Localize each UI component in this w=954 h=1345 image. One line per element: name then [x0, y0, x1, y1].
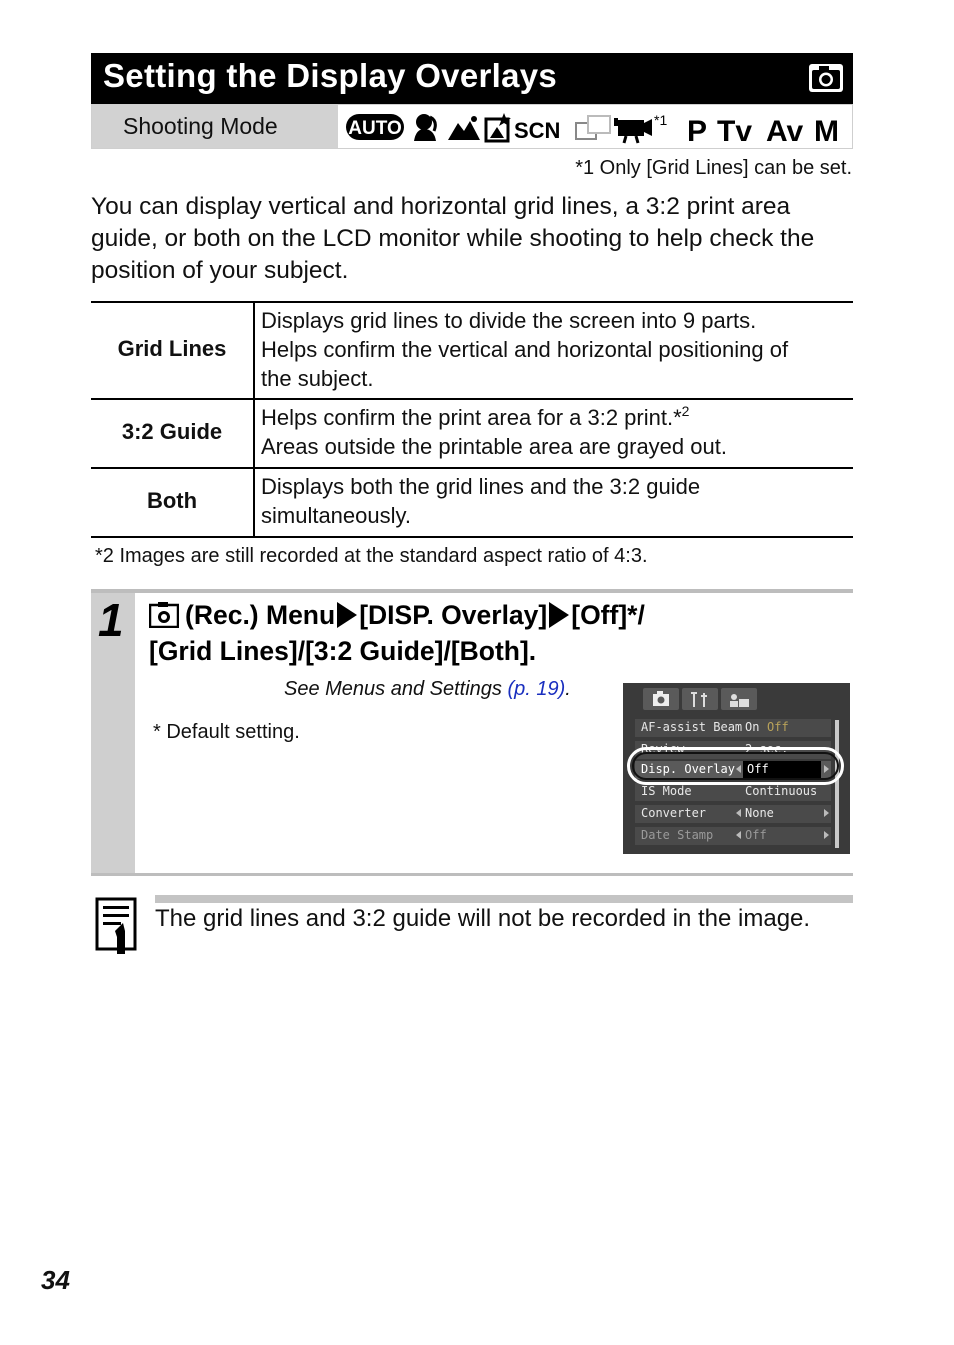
intro-paragraph: You can display vertical and horizontal grid lines, a 3:2 print area guide, or both on the LCD monitor while shooting to help check the position of your subject.	[91, 193, 815, 284]
shooting-mode-label: Shooting Mode	[123, 113, 278, 139]
desc-text: Helps confirm the print area for a 3:2 print.*	[261, 405, 682, 430]
lcd-tab-setup	[682, 688, 718, 710]
see-menus-text: See Menus and Settings	[284, 678, 508, 700]
lcd-row-value: On	[745, 720, 760, 734]
step-top-rule	[91, 589, 853, 593]
camera-icon	[643, 688, 679, 710]
scn-mode-icon: SCN	[514, 118, 561, 143]
landscape-mode-icon	[448, 116, 480, 140]
lcd-row-value: Continuous	[745, 784, 818, 798]
lcd-arrow-left-icon	[736, 831, 741, 839]
step-heading	[149, 597, 853, 669]
footnote-2: *2 Images are still recorded at the standard aspect ratio of 4:3.	[95, 545, 648, 567]
lcd-row-value: Off	[747, 762, 769, 776]
lcd-row-value: 2 sec.	[745, 742, 789, 756]
options-table	[91, 301, 853, 537]
table-rule	[91, 301, 853, 303]
row-desc-both	[261, 472, 851, 530]
page-title: Setting the Display Overlays	[103, 57, 558, 94]
footnote-2-mark: 2	[681, 403, 690, 419]
lcd-arrow-right-icon	[824, 809, 829, 817]
note-text: The grid lines and 3:2 guide will not be recorded in the image.	[155, 905, 811, 932]
step-number: 1	[98, 594, 124, 646]
my-camera-icon	[721, 688, 757, 710]
table-rule	[91, 467, 853, 469]
default-setting-note: * Default setting.	[153, 721, 300, 743]
desc-line: Displays both the grid lines and the 3:2 guide	[261, 474, 701, 499]
lcd-row-label: AF-assist Beam	[641, 720, 743, 734]
desc-line	[261, 403, 851, 432]
lcd-row-value: Off	[745, 828, 767, 842]
lcd-row-date-stamp	[635, 827, 831, 845]
lcd-row-label: Review	[641, 742, 685, 756]
see-menus-reference	[284, 678, 571, 701]
step-bottom-rule	[91, 873, 853, 876]
desc-line: simultaneously.	[261, 503, 411, 528]
lcd-tab-bar	[623, 683, 850, 719]
row-desc-3-2-guide	[261, 403, 851, 461]
lcd-menu-screenshot	[623, 683, 850, 854]
desc-line: the subject.	[261, 366, 374, 391]
arrow-right-icon	[337, 602, 357, 628]
memo-note-icon	[95, 897, 139, 955]
row-label-3-2-guide: 3:2 Guide	[121, 419, 223, 444]
desc-line: Areas outside the printable area are grayed out.	[261, 434, 727, 459]
lcd-row-is-mode	[635, 783, 831, 801]
desc-line: Displays grid lines to divide the screen into 9 parts.	[261, 308, 757, 333]
setup-tools-icon	[682, 688, 718, 710]
lcd-arrow-right-icon	[824, 831, 829, 839]
lcd-row-label: IS Mode	[641, 784, 692, 798]
manual-mode-icon: M	[814, 115, 839, 147]
lcd-arrow-left-icon	[736, 809, 741, 817]
row-label-grid-lines: Grid Lines	[117, 336, 227, 361]
lcd-row-label: Converter	[641, 806, 707, 820]
lcd-row-converter	[635, 805, 831, 823]
movie-footnote-mark: *1	[654, 112, 668, 128]
lcd-tab-my-camera	[721, 688, 757, 710]
rec-menu-camera-icon	[149, 602, 179, 628]
shooting-mode-label-cell	[92, 105, 338, 148]
row-label-both: Both	[146, 488, 198, 513]
table-rule	[91, 398, 853, 400]
see-menus-period: .	[565, 678, 571, 700]
footnote-1: *1 Only [Grid Lines] can be set.	[575, 157, 852, 179]
step-heading-off: [Off]*/	[571, 600, 645, 630]
av-mode-icon: Av	[766, 115, 804, 147]
camera-icon	[808, 63, 844, 93]
tv-mode-icon: Tv	[717, 115, 753, 147]
special-scene-icon	[486, 113, 511, 141]
stitch-assist-icon	[576, 116, 610, 139]
table-rule	[91, 536, 853, 538]
page-reference-link[interactable]: (p. 19)	[507, 678, 566, 700]
step-heading-options: [Grid Lines]/[3:2 Guide]/[Both].	[149, 636, 537, 666]
note-bar	[155, 895, 853, 903]
program-mode-icon: P	[687, 115, 708, 147]
movie-mode-icon	[614, 118, 652, 143]
title-bar	[91, 53, 853, 104]
lcd-highlight-ring-inner	[632, 752, 839, 780]
step-gutter	[91, 593, 135, 873]
shooting-mode-row	[91, 104, 853, 149]
lcd-row-value-alt: Off	[767, 720, 789, 734]
arrow-right-icon	[549, 602, 569, 628]
step-heading-rec-menu: (Rec.) Menu	[185, 600, 336, 630]
step-heading-disp-overlay: [DISP. Overlay]	[359, 600, 548, 630]
lcd-row-value: None	[745, 806, 774, 820]
lcd-scrollbar	[835, 720, 839, 848]
desc-line: Helps confirm the vertical and horizontal positioning of	[261, 337, 789, 362]
lcd-row-label: Date Stamp	[641, 828, 714, 842]
portrait-mode-icon	[414, 114, 436, 141]
auto-mode-label: AUTO	[348, 118, 402, 139]
auto-mode-icon	[346, 114, 404, 140]
table-divider	[253, 301, 255, 537]
lcd-tab-rec	[643, 688, 679, 710]
page-number: 34	[41, 1265, 70, 1295]
shooting-mode-icons	[344, 107, 850, 147]
lcd-row-af-assist	[635, 719, 831, 737]
row-desc-grid-lines	[261, 306, 851, 393]
lcd-row-label: Disp. Overlay	[641, 762, 735, 776]
